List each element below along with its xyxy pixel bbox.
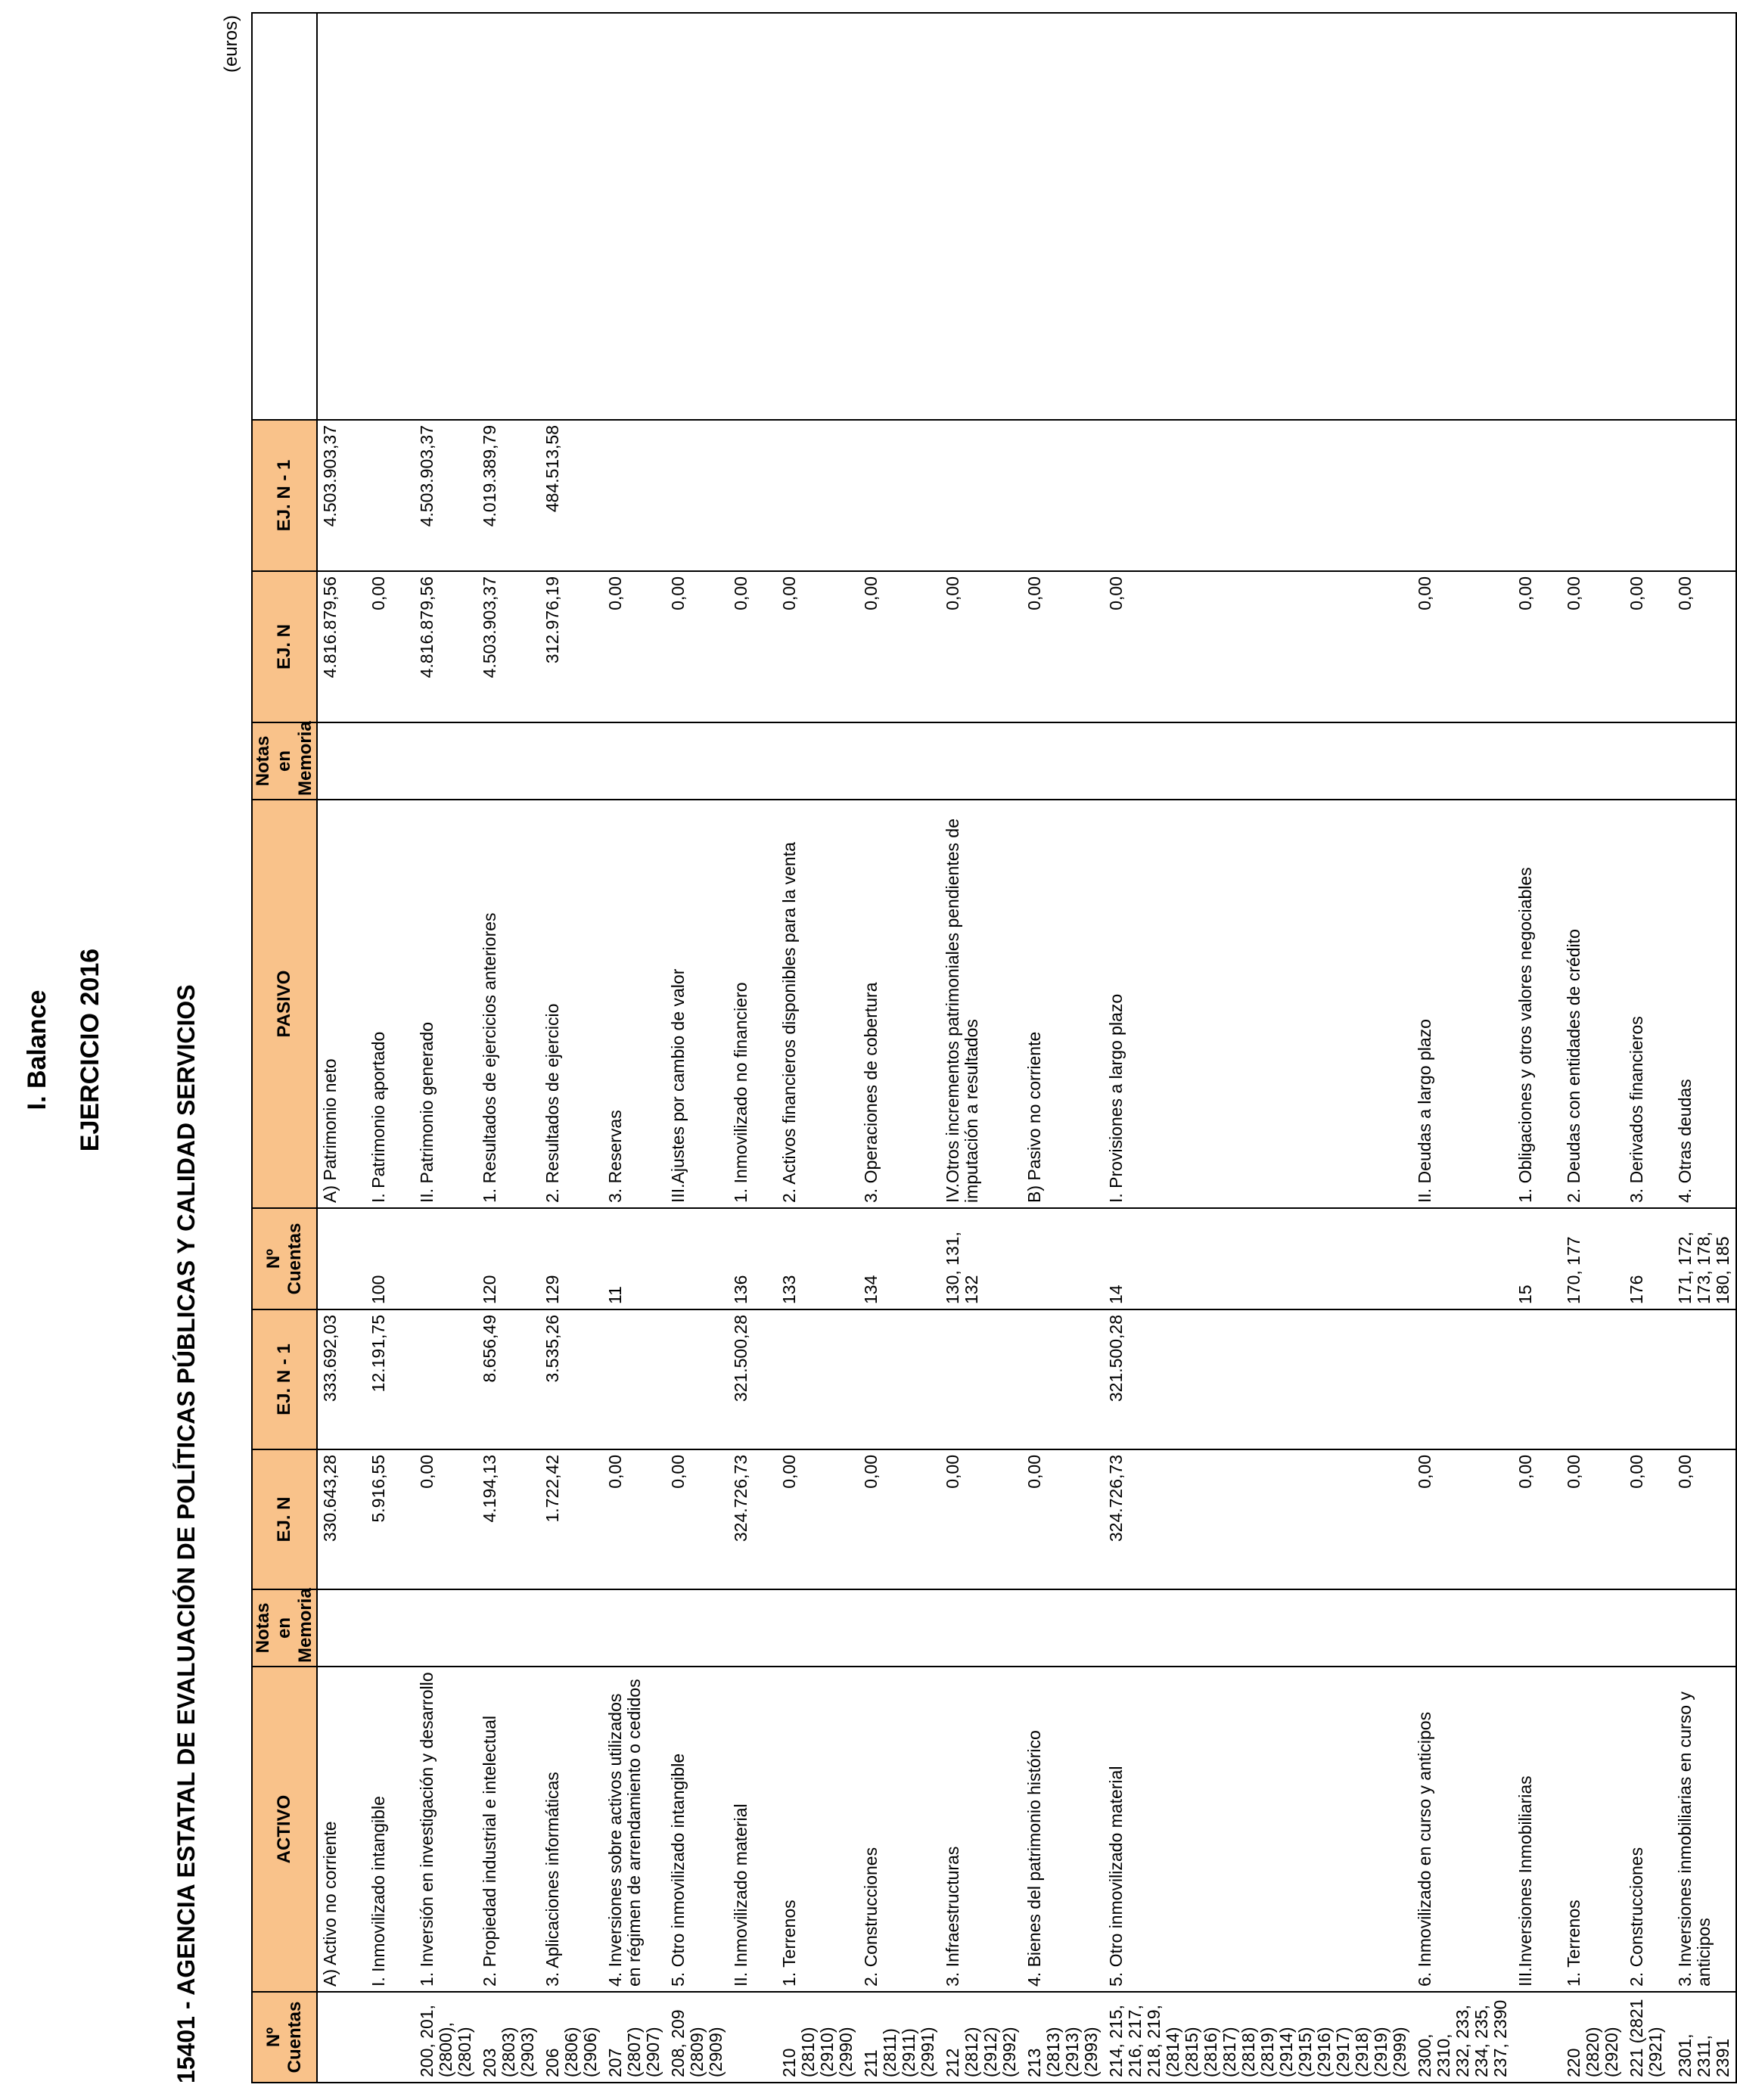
table-body [317, 13, 1736, 2083]
ejn1-cell [1412, 1309, 1513, 1449]
ejn1-cell [1513, 1309, 1561, 1449]
blank-cell [777, 13, 859, 420]
pasivo-cell: I. Patrimonio aportado [366, 800, 415, 1208]
notas-pasivo-cell [666, 722, 729, 800]
ejn-cell: 5.916,55 [366, 1449, 415, 1589]
ejn-pasivo-cell: 0,00 [859, 571, 940, 722]
table-row [940, 13, 1022, 2083]
ejn-cell: 324.726,73 [1104, 1449, 1412, 1589]
cuentas-cell: 203 (2803) (2903) [477, 1992, 540, 2083]
balance-table [251, 12, 1737, 2083]
cuentas-pasivo-cell [666, 1208, 729, 1309]
col-cuentas-pasivo: Nº Cuentas [252, 1208, 317, 1309]
ejn-pasivo-cell: 0,00 [1412, 571, 1513, 722]
table-row [777, 13, 859, 2083]
ejn-pasivo-cell: 4.816.879,56 [317, 571, 366, 722]
ejn-cell: 324.726,73 [729, 1449, 777, 1589]
ejn-cell: 4.194,13 [477, 1449, 540, 1589]
ejn1-pasivo-cell: 4.503.903,37 [415, 420, 477, 571]
ejn-pasivo-cell: 0,00 [1513, 571, 1561, 722]
pasivo-cell: II. Deudas a largo plazo [1412, 800, 1513, 1208]
entity-title: 15401 - AGENCIA ESTATAL DE EVALUACIÓN DE POLÍTICAS PÚBLICAS Y CALIDAD SERVICIOS [172, 984, 200, 2083]
notas-cell [477, 1589, 540, 1667]
blank-cell [666, 13, 729, 420]
ejn-cell: 0,00 [603, 1449, 666, 1589]
ejn-pasivo-cell: 0,00 [777, 571, 859, 722]
ejn-pasivo-cell: 4.503.903,37 [477, 571, 540, 722]
notas-pasivo-cell [1104, 722, 1412, 800]
table-row [1624, 13, 1673, 2083]
cuentas-cell [366, 1992, 415, 2083]
table-row [1022, 13, 1104, 2083]
notas-pasivo-cell [366, 722, 415, 800]
blank-cell [1104, 13, 1412, 420]
pasivo-cell: 3. Reservas [603, 800, 666, 1208]
activo-cell: III.Inversiones Inmobiliarias [1513, 1667, 1561, 1992]
blank-cell [1513, 13, 1561, 420]
notas-cell [940, 1589, 1022, 1667]
col-activo: ACTIVO [252, 1667, 317, 1992]
notas-cell [415, 1589, 477, 1667]
ejn1-cell [666, 1309, 729, 1449]
ejn1-pasivo-cell: 484.513,58 [540, 420, 603, 571]
cuentas-cell: 220 (2820) (2920) [1561, 1992, 1624, 2083]
ejn1-cell: 12.191,75 [366, 1309, 415, 1449]
table-row [1513, 13, 1561, 2083]
col-ejn: EJ. N [252, 1449, 317, 1589]
blank-cell [477, 13, 540, 420]
ejn1-pasivo-cell [1673, 420, 1736, 571]
blank-cell [940, 13, 1022, 420]
table-row [415, 13, 477, 2083]
cuentas-pasivo-cell: 129 [540, 1208, 603, 1309]
ejn1-pasivo-cell [1624, 420, 1673, 571]
ejn1-cell: 3.535,26 [540, 1309, 603, 1449]
ejn-cell: 0,00 [415, 1449, 477, 1589]
ejn1-cell [1624, 1309, 1673, 1449]
activo-cell: I. Inmovilizado intangible [366, 1667, 415, 1992]
cuentas-pasivo-cell: 14 [1104, 1208, 1412, 1309]
pasivo-cell: 1. Inmovilizado no financiero [729, 800, 777, 1208]
blank-cell [415, 13, 477, 420]
ejn-cell: 0,00 [666, 1449, 729, 1589]
ejn1-pasivo-cell: 4.503.903,37 [317, 420, 366, 571]
ejn1-cell: 8.656,49 [477, 1309, 540, 1449]
activo-cell: A) Activo no corriente [317, 1667, 366, 1992]
table-row [1412, 13, 1513, 2083]
cuentas-cell: 221 (2821 (2921) [1624, 1992, 1673, 2083]
notas-pasivo-cell [1022, 722, 1104, 800]
blank-cell [729, 13, 777, 420]
table-row [1561, 13, 1624, 2083]
ejn-pasivo-cell: 0,00 [1624, 571, 1673, 722]
pasivo-cell: 3. Operaciones de cobertura [859, 800, 940, 1208]
col-ejn1-pasivo: EJ. N - 1 [252, 420, 317, 571]
table-row [729, 13, 777, 2083]
pasivo-cell: A) Patrimonio neto [317, 800, 366, 1208]
activo-cell: 4. Bienes del patrimonio histórico [1022, 1667, 1104, 1992]
cuentas-pasivo-cell: 176 [1624, 1208, 1673, 1309]
notas-cell [777, 1589, 859, 1667]
pasivo-cell: 4. Otras deudas [1673, 800, 1736, 1208]
cuentas-cell: 206 (2806) (2906) [540, 1992, 603, 2083]
blank-cell [1673, 13, 1736, 420]
cuentas-pasivo-cell: 120 [477, 1208, 540, 1309]
cuentas-cell: 210 (2810) (2910) (2990) [777, 1992, 859, 2083]
blank-cell [1624, 13, 1673, 420]
activo-cell: 1. Terrenos [1561, 1667, 1624, 1992]
table-row [1104, 13, 1412, 2083]
activo-cell: 2. Propiedad industrial e intelectual [477, 1667, 540, 1992]
activo-cell: 2. Construcciones [859, 1667, 940, 1992]
cuentas-cell: 212 (2812) (2912) (2992) [940, 1992, 1022, 2083]
ejn1-pasivo-cell [1412, 420, 1513, 571]
section-title: I. Balance [23, 989, 51, 1111]
ejn-cell: 0,00 [1513, 1449, 1561, 1589]
table-row [1673, 13, 1736, 2083]
cuentas-cell: 214, 215, 216, 217, 218, 219, (2814) (2815) (2816) (2817) (2818) (2819) (2914) (2915) (2916) (2917) (2918) (2919) (2999) [1104, 1992, 1412, 2083]
exercise-title: EJERCICIO 2016 [76, 948, 104, 1152]
notas-pasivo-cell [1513, 722, 1561, 800]
notas-pasivo-cell [415, 722, 477, 800]
ejn-pasivo-cell: 0,00 [1022, 571, 1104, 722]
ejn-cell: 0,00 [940, 1449, 1022, 1589]
blank-cell [1022, 13, 1104, 420]
ejn-pasivo-cell: 0,00 [603, 571, 666, 722]
pasivo-cell: II. Patrimonio generado [415, 800, 477, 1208]
activo-cell: II. Inmovilizado material [729, 1667, 777, 1992]
cuentas-cell: 2301, 2311, 2391 [1673, 1992, 1736, 2083]
ejn-pasivo-cell: 312.976,19 [540, 571, 603, 722]
ejn1-cell: 321.500,28 [729, 1309, 777, 1449]
notas-cell [540, 1589, 603, 1667]
ejn-pasivo-cell: 0,00 [1673, 571, 1736, 722]
activo-cell: 3. Infraestructuras [940, 1667, 1022, 1992]
activo-cell: 2. Construcciones [1624, 1667, 1673, 1992]
notas-pasivo-cell [603, 722, 666, 800]
ejn1-cell: 321.500,28 [1104, 1309, 1412, 1449]
blank-cell [1412, 13, 1513, 420]
table-row [540, 13, 603, 2083]
ejn-pasivo-cell: 0,00 [1104, 571, 1412, 722]
ejn1-pasivo-cell [859, 420, 940, 571]
pasivo-cell: IV.Otros incrementos patrimoniales pendientes de imputación a resultados [940, 800, 1022, 1208]
ejn-cell: 0,00 [1673, 1449, 1736, 1589]
cuentas-pasivo-cell: 171, 172, 173, 178, 180, 185 [1673, 1208, 1736, 1309]
units-label: (euros) [221, 15, 241, 73]
ejn1-pasivo-cell [603, 420, 666, 571]
ejn-pasivo-cell: 0,00 [666, 571, 729, 722]
activo-cell: 1. Inversión en investigación y desarrollo [415, 1667, 477, 1992]
ejn1-cell [1673, 1309, 1736, 1449]
blank-cell [603, 13, 666, 420]
ejn-pasivo-cell: 0,00 [366, 571, 415, 722]
ejn-pasivo-cell: 0,00 [1561, 571, 1624, 722]
notas-cell [1561, 1589, 1624, 1667]
blank-cell [1561, 13, 1624, 420]
cuentas-pasivo-cell: 130, 131, 132 [940, 1208, 1022, 1309]
notas-cell [1513, 1589, 1561, 1667]
ejn1-pasivo-cell [666, 420, 729, 571]
pasivo-cell: 2. Activos financieros disponibles para la venta [777, 800, 859, 1208]
notas-pasivo-cell [1624, 722, 1673, 800]
ejn1-cell [940, 1309, 1022, 1449]
cuentas-cell [1513, 1992, 1561, 2083]
ejn-cell: 0,00 [777, 1449, 859, 1589]
table-row [859, 13, 940, 2083]
notas-pasivo-cell [940, 722, 1022, 800]
cuentas-cell: 213 (2813) (2913) (2993) [1022, 1992, 1104, 2083]
notas-cell [729, 1589, 777, 1667]
cuentas-cell: 211 (2811) (2911) (2991) [859, 1992, 940, 2083]
ejn-cell: 0,00 [1561, 1449, 1624, 1589]
ejn-pasivo-cell: 4.816.879,56 [415, 571, 477, 722]
cuentas-cell: 2300, 2310, 232, 233, 234, 235, 237, 2390 [1412, 1992, 1513, 2083]
notas-pasivo-cell [777, 722, 859, 800]
notas-cell [317, 1589, 366, 1667]
notas-pasivo-cell [540, 722, 603, 800]
cuentas-pasivo-cell [415, 1208, 477, 1309]
table-row [317, 13, 366, 2083]
ejn1-cell [1561, 1309, 1624, 1449]
cuentas-cell: 200, 201, (2800), (2801) [415, 1992, 477, 2083]
notas-cell [603, 1589, 666, 1667]
table-row [477, 13, 540, 2083]
cuentas-cell [317, 1992, 366, 2083]
cuentas-pasivo-cell [1412, 1208, 1513, 1309]
notas-cell [366, 1589, 415, 1667]
activo-cell: 1. Terrenos [777, 1667, 859, 1992]
ejn1-pasivo-cell [940, 420, 1022, 571]
header-row [252, 13, 317, 2083]
table-row [666, 13, 729, 2083]
ejn1-cell [1022, 1309, 1104, 1449]
col-pasivo: PASIVO [252, 800, 317, 1208]
blank-cell [317, 13, 366, 420]
ejn1-pasivo-cell [1561, 420, 1624, 571]
cuentas-cell [729, 1992, 777, 2083]
col-notas: Notas en Memoria [252, 1589, 317, 1667]
ejn1-pasivo-cell [1022, 420, 1104, 571]
activo-cell: 3. Inversiones inmobiliarias en curso y anticipos [1673, 1667, 1736, 1992]
col-cuentas: Nº Cuentas [252, 1992, 317, 2083]
activo-cell: 3. Aplicaciones informáticas [540, 1667, 603, 1992]
notas-pasivo-cell [317, 722, 366, 800]
ejn1-pasivo-cell [777, 420, 859, 571]
cuentas-pasivo-cell: 15 [1513, 1208, 1561, 1309]
cuentas-cell: 208, 209 (2809) (2909) [666, 1992, 729, 2083]
pasivo-cell: 1. Resultados de ejercicios anteriores [477, 800, 540, 1208]
blank-cell [540, 13, 603, 420]
cuentas-cell: 207 (2807) (2907) [603, 1992, 666, 2083]
ejn-cell: 330.643,28 [317, 1449, 366, 1589]
ejn1-pasivo-cell [366, 420, 415, 571]
notas-cell [1412, 1589, 1513, 1667]
table-row [603, 13, 666, 2083]
notas-pasivo-cell [1673, 722, 1736, 800]
pasivo-cell: III.Ajustes por cambio de valor [666, 800, 729, 1208]
notas-pasivo-cell [859, 722, 940, 800]
ejn1-pasivo-cell [1513, 420, 1561, 571]
ejn-cell: 0,00 [1624, 1449, 1673, 1589]
activo-cell: 5. Otro inmovilizado intangible [666, 1667, 729, 1992]
notas-pasivo-cell [1561, 722, 1624, 800]
pasivo-cell: B) Pasivo no corriente [1022, 800, 1104, 1208]
cuentas-pasivo-cell [317, 1208, 366, 1309]
ejn1-cell [859, 1309, 940, 1449]
pasivo-cell: 1. Obligaciones y otros valores negociables [1513, 800, 1561, 1208]
cuentas-pasivo-cell: 136 [729, 1208, 777, 1309]
cuentas-pasivo-cell [1022, 1208, 1104, 1309]
notas-cell [1624, 1589, 1673, 1667]
ejn-cell: 0,00 [1022, 1449, 1104, 1589]
ejn-cell: 0,00 [1412, 1449, 1513, 1589]
cuentas-pasivo-cell: 11 [603, 1208, 666, 1309]
ejn1-cell: 333.692,03 [317, 1309, 366, 1449]
ejn-cell: 1.722,42 [540, 1449, 603, 1589]
activo-cell: 6. Inmovilizado en curso y anticipos [1412, 1667, 1513, 1992]
blank-cell [859, 13, 940, 420]
ejn1-pasivo-cell [1104, 420, 1412, 571]
blank-cell [366, 13, 415, 420]
col-ejn1: EJ. N - 1 [252, 1309, 317, 1449]
notas-cell [1022, 1589, 1104, 1667]
cuentas-pasivo-cell: 100 [366, 1208, 415, 1309]
col-notas-pasivo: Notas en Memoria [252, 722, 317, 800]
notas-cell [666, 1589, 729, 1667]
ejn1-cell [777, 1309, 859, 1449]
ejn1-cell [603, 1309, 666, 1449]
cuentas-pasivo-cell: 134 [859, 1208, 940, 1309]
col-blank [252, 13, 317, 420]
ejn1-cell [415, 1309, 477, 1449]
pasivo-cell: 3. Derivados financieros [1624, 800, 1673, 1208]
activo-cell: 4. Inversiones sobre activos utilizados en régimen de arrendamiento o cedidos [603, 1667, 666, 1992]
notas-cell [859, 1589, 940, 1667]
notas-pasivo-cell [1412, 722, 1513, 800]
ejn-pasivo-cell: 0,00 [940, 571, 1022, 722]
notas-cell [1673, 1589, 1736, 1667]
ejn1-pasivo-cell [729, 420, 777, 571]
ejn-pasivo-cell: 0,00 [729, 571, 777, 722]
table-row [366, 13, 415, 2083]
pasivo-cell: 2. Resultados de ejercicio [540, 800, 603, 1208]
cuentas-pasivo-cell: 133 [777, 1208, 859, 1309]
activo-cell: 5. Otro inmovilizado material [1104, 1667, 1412, 1992]
cuentas-pasivo-cell: 170, 177 [1561, 1208, 1624, 1309]
ejn-cell: 0,00 [859, 1449, 940, 1589]
notas-cell [1104, 1589, 1412, 1667]
pasivo-cell: I. Provisiones a largo plazo [1104, 800, 1412, 1208]
notas-pasivo-cell [477, 722, 540, 800]
pasivo-cell: 2. Deudas con entidades de crédito [1561, 800, 1624, 1208]
ejn1-pasivo-cell: 4.019.389,79 [477, 420, 540, 571]
col-ejn-pasivo: EJ. N [252, 571, 317, 722]
notas-pasivo-cell [729, 722, 777, 800]
